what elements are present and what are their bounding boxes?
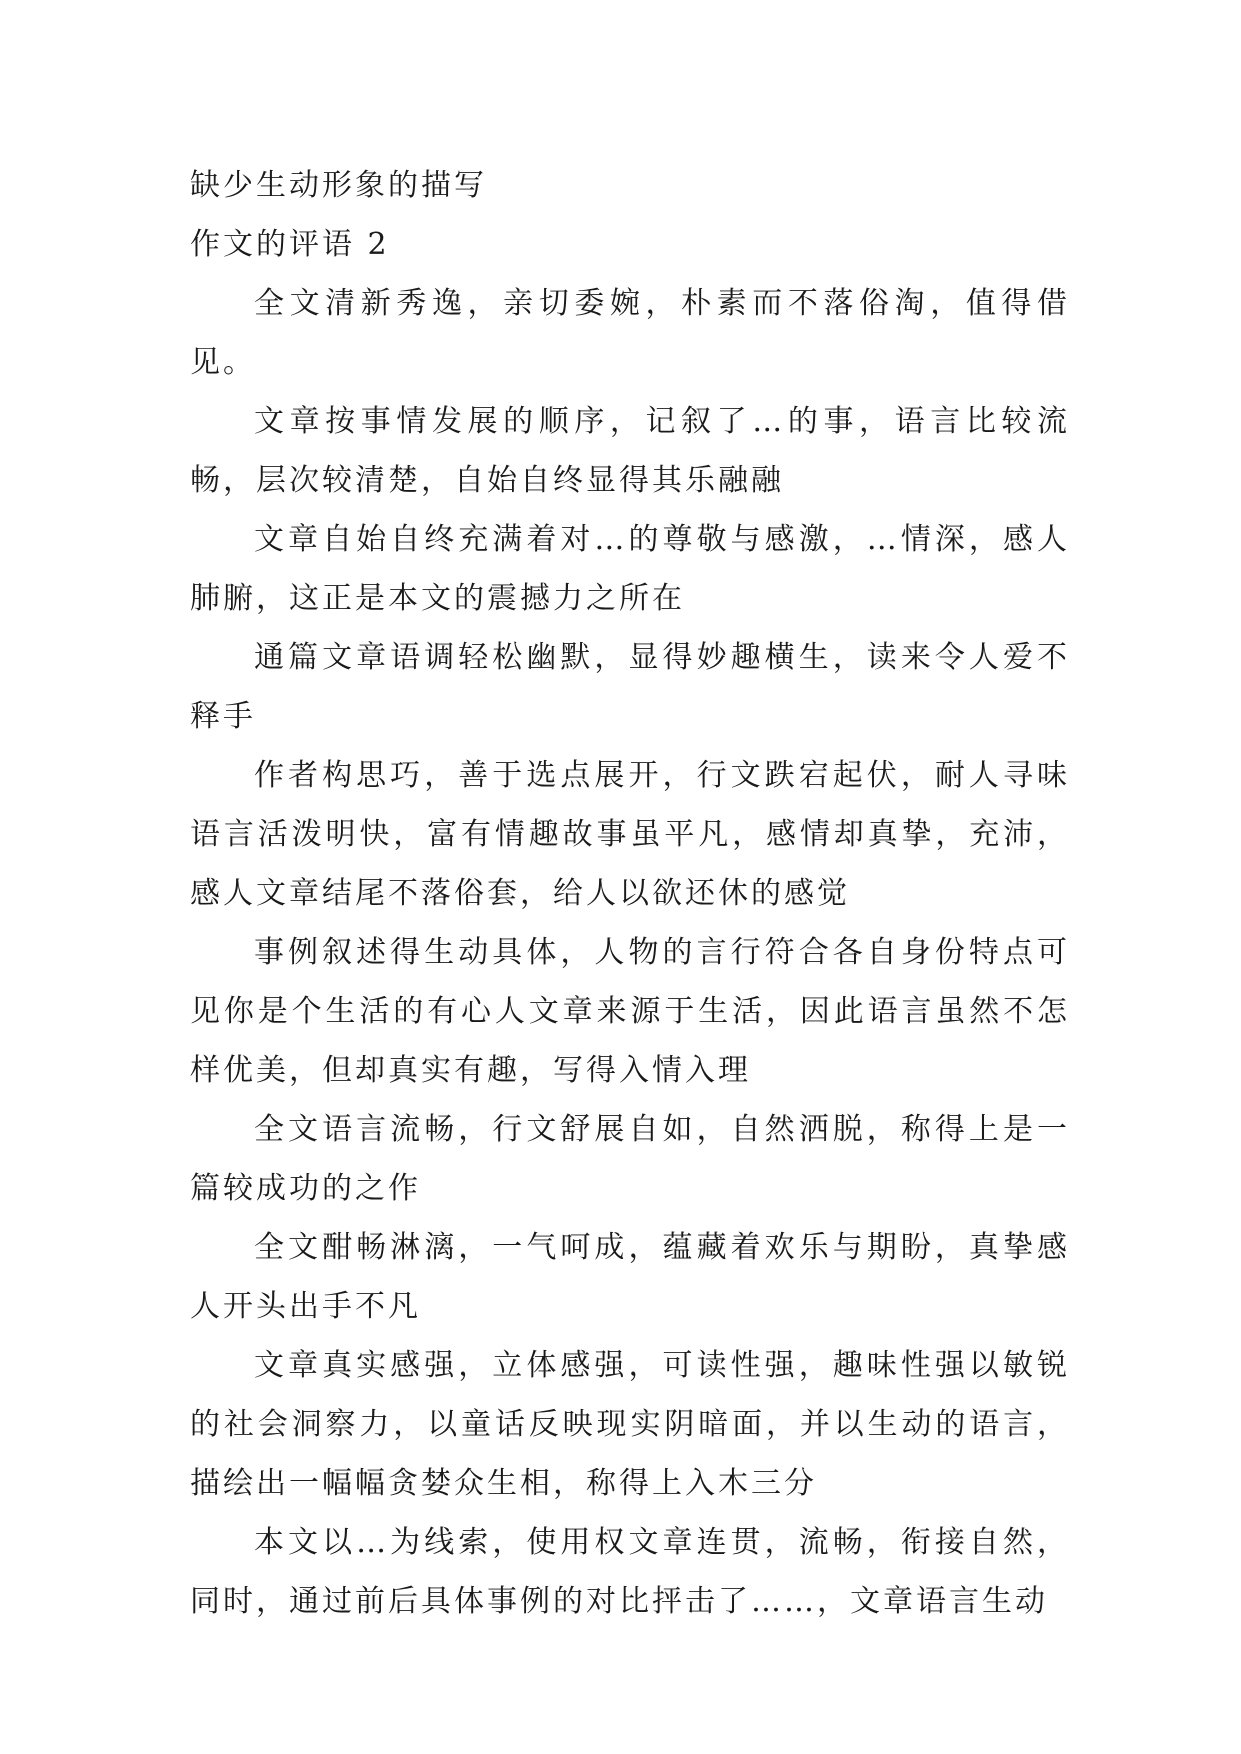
paragraph-5: 作者构思巧，善于选点展开，行文跌宕起伏，耐人寻味语言活泼明快，富有情趣故事虽平凡，感情却真挚，充沛，感人文章结尾不落俗套，给人以欲还休的感觉: [190, 758, 1070, 911]
paragraph-3: 文章自始自终充满着对…的尊敬与感激，…情深，感人肺腑，这正是本文的震撼力之所在: [190, 522, 1070, 616]
paragraph-8: 全文酣畅淋漓，一气呵成，蕴藏着欢乐与期盼，真挚感人开头出手不凡: [190, 1230, 1070, 1324]
paragraph-1: 全文清新秀逸，亲切委婉，朴素而不落俗淘，值得借见。: [190, 286, 1070, 380]
paragraph-10: 本文以…为线索，使用权文章连贯，流畅，衔接自然，同时，通过前后具体事例的对比抨击了……，文章语言生动: [190, 1525, 1070, 1619]
paragraph-6: 事例叙述得生动具体，人物的言行符合各自身份特点可见你是个生活的有心人文章来源于生活，因此语言虽然不怎样优美，但却真实有趣，写得入情入理: [190, 935, 1070, 1088]
document-body: [190, 156, 1070, 1631]
section-heading-essay-comments-2: 作文的评语 2: [190, 227, 390, 262]
text-line-missing-vivid-description: 缺少生动形象的描写: [190, 168, 487, 203]
paragraph-4: 通篇文章语调轻松幽默，显得妙趣横生，读来令人爱不释手: [190, 640, 1070, 734]
paragraph-2: 文章按事情发展的顺序，记叙了…的事，语言比较流畅，层次较清楚，自始自终显得其乐融融: [190, 404, 1070, 498]
paragraph-7: 全文语言流畅，行文舒展自如，自然洒脱，称得上是一篇较成功的之作: [190, 1112, 1070, 1206]
paragraph-9: 文章真实感强，立体感强，可读性强，趣味性强以敏锐的社会洞察力，以童话反映现实阴暗面，并以生动的语言，描绘出一幅幅贪婪众生相，称得上入木三分: [190, 1348, 1070, 1501]
